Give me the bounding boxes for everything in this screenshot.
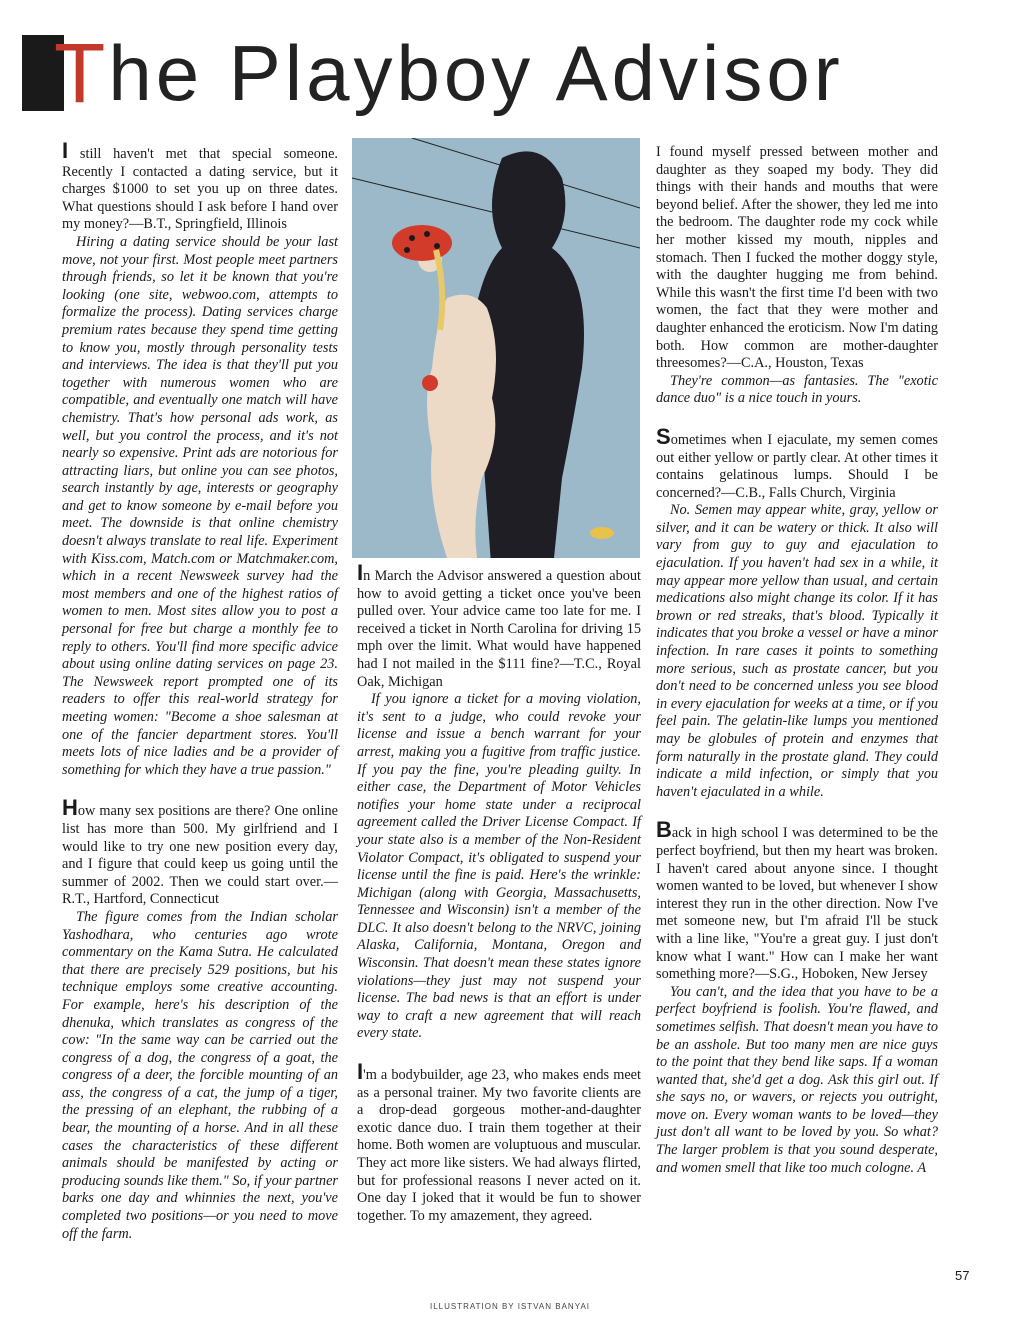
question-text: ack in high school I was determined to be the perfect boyfriend, but then my heart was broken. I haven't cared about anyone since. I thought women wanted to be loved, but whenever I show interest they run in the other direction. Now I've met someone new, but I'm afraid I'll be stuck with a line like, "You're a great guy. I just don't know what I want." How can I make her want something more?—S.G., Hoboken, New Jersey [656,825,938,983]
page-title [22,28,844,118]
drop-cap: B [656,817,672,843]
answer-3: If you ignore a ticket for a moving violation, it's sent to a judge, who could revoke your license and issue a bench warrant for your arrest, making you a fugitive from traffic justice. If you pay the fine, you're pleading guilty. In either case, the Department of Motor Vehicles notifies your home state under a reciprocal agreement called the Driver License Compact. If your state also is a member of the Non-Resident Violator Compact, it's obligated to suspend your license until the fine is paid. Here's the wrinkle: Michigan (along with Georgia, Massachusetts, Tennessee and Wisconsin) isn't a member of the DLC. It also doesn't belong to the NRVC, joining Alaska, California, Montana, Oregon and Wisconsin. That doesn't mean these states ignore violations—they just may not suspend your license. The bad news is that an effort is under way to craft a new agreement that will reach every state. [357,691,641,1042]
drop-cap: I [357,1059,364,1085]
column-2 [357,560,641,1225]
title-initial: T [54,26,107,120]
drop-cap: H [62,795,78,821]
title-text: he Playboy Advisor [108,29,844,117]
question-4 [357,1059,641,1225]
drop-cap: I [62,138,69,163]
question-text: still haven't met that special someone. Recently I contacted a dating service, but it charges $1000 to set you up on three dates. What questions should I ask before I hand over my money?—B.T., Springfield, Illinois [62,146,338,233]
question-6 [656,817,938,983]
page-number: 57 [955,1268,970,1283]
question-3 [357,560,641,691]
question-5 [656,423,938,502]
column-1 [62,138,338,1243]
drop-cap: S [656,423,671,449]
illustration-figure [352,138,640,558]
question-4-continued: I found myself pressed between mother and daughter as they soaped my body. They did things with their hands and mouths that were beyond belief. After the shower, they led me into the bedroom. The daughter rode my cock while her mother kissed my mouth, nipples and stomach. Then I fucked the mother doggy style, with the daughter hugging me from behind. While this wasn't the first time I'd been with two women, the fact that they were mother and daughter enhanced the eroticism. Now I'm dating both. How common are mother-daughter threesomes?—C.A., Houston, Texas [656,144,938,372]
illustration [352,138,640,558]
question-1 [62,138,338,234]
answer-1: Hiring a dating service should be your last move, not your first. Most people meet partners through friends, so let it be known that you're looking (one site, webwoo.com, attempts to formalize the process). Dating services charge premium rates because they spend time getting to know you, mostly through personality tests and interviews. The idea is that they'll put you together with numerous women who are compatible, and eventually one match will have chemistry. That's how personal ads work, as well, but you control the process, and it's not nearly so expensive. Print ads are notorious for attracting liars, but online you can see photos, search instantly by age, interests or geography and get to know someone by e-mail before you meet. The downside is that online chemistry doesn't always translate to real life. Experiment with Kiss.com, Match.com or Matchmaker.com, which in a recent Newsweek survey had the most members and one of the highest ratios of women to men. Most sites allow you to post a personal for free but charge a monthly fee to reply to others. You'll find more specific advice about using online dating services on page 23. The Newsweek report prompted one of its readers to offer this real-world strategy for meeting women: "Become a shoe salesman at one of the fancier department stores. You'll meets lots of nice ladies and be a provider of something for which they have a true passion." [62,233,338,778]
question-text: 'm a bodybuilder, age 23, who makes ends meet as a personal trainer. My two favorite clients are a drop-dead gorgeous mother-and-daughter exotic dance duo. I train them together at their home. Both women are voluptuous and muscular. They act more like sisters. We had always flirted, but for professional reasons I never acted on it. One day I joked that it would be fun to shower together. To my amazement, they agreed. [357,1067,641,1224]
column-3 [656,144,938,1177]
answer-6: You can't, and the idea that you have to be a perfect boyfriend is foolish. You're flawed, and sometimes selfish. That doesn't mean you have to be an asshole. But too many men are nice guys to the point that they bend like saps. If a woman wanted that, she'd get a dog. Ask this girl out. If she says no, or wavers, or rejects you outright, move on. Every woman wants to be loved—they just don't all want to be loved by you. So what? The larger problem is that you sound desperate, and women smell that like too much cologne. A [656,983,938,1176]
question-text: ow many sex positions are there? One online list has more than 500. My girlfriend and I would like to try one new position every day, and I figure that could keep us going until the summer of 2002. Then we could start over.—R.T., Hartford, Connecticut [62,803,338,908]
illustration-credit: ILLUSTRATION BY ISTVAN BANYAI [430,1302,590,1311]
drop-cap: I [357,560,364,585]
question-2 [62,795,338,909]
answer-4: They're common—as fantasies. The "exotic dance duo" is a nice touch in yours. [656,372,938,407]
question-text: n March the Advisor answered a question about how to avoid getting a ticket once you've been pulled over. Your advice came too late for me. I received a ticket in North Carolina for driving 15 mph over the limit. What would have happened had I not mailed in the $111 fine?—T.C., Royal Oak, Michigan [357,568,641,690]
question-text: ometimes when I ejaculate, my semen comes out either yellow or partly clear. At other times it contains gelatinous lumps. Should I be concerned?—C.B., Falls Church, Virginia [656,431,938,501]
answer-2: The figure comes from the Indian scholar Yashodhara, who centuries ago wrote commentary on the Kama Sutra. He calculated that there are precisely 529 positions, but his technique employs some creative accounting. For example, here's his description of the dhenuka, which translates as congress of the cow: "In the same way can be carried out the congress of a dog, the congress of a goat, the congress of a deer, the forcible mounting of an ass, the congress of a cat, the jump of a tiger, the pressing of an elephant, the rubbing of a bear, the mounting of a horse. And in all these cases the characteristics of these different animals should be manifested by acting or producing sounds like them." So, if your partner barks one day and whinnies the next, you've completed two positions—or you need to move off the farm. [62,908,338,1242]
answer-5: No. Semen may appear white, gray, yellow or silver, and it can be watery or thick. It also will vary from guy to guy and ejaculation to ejaculation. If you haven't had sex in a while, it may appear more yellow than usual, and certain medications also might change its color. If it has brown or red streaks, that's blood. Typically it indicates that you broke a vessel or have a minor infection. In rare cases it points to something more serious, such as prostate cancer, but you don't need to be concerned unless you see blood in every ejaculation for weeks at a time, or if you feel pain. The gelatin-like lumps you mentioned may be globules of protein and enzymes that form naturally in the prostate gland. They could indicate a mild infection, or simply that you haven't ejaculated in a while. [656,502,938,800]
